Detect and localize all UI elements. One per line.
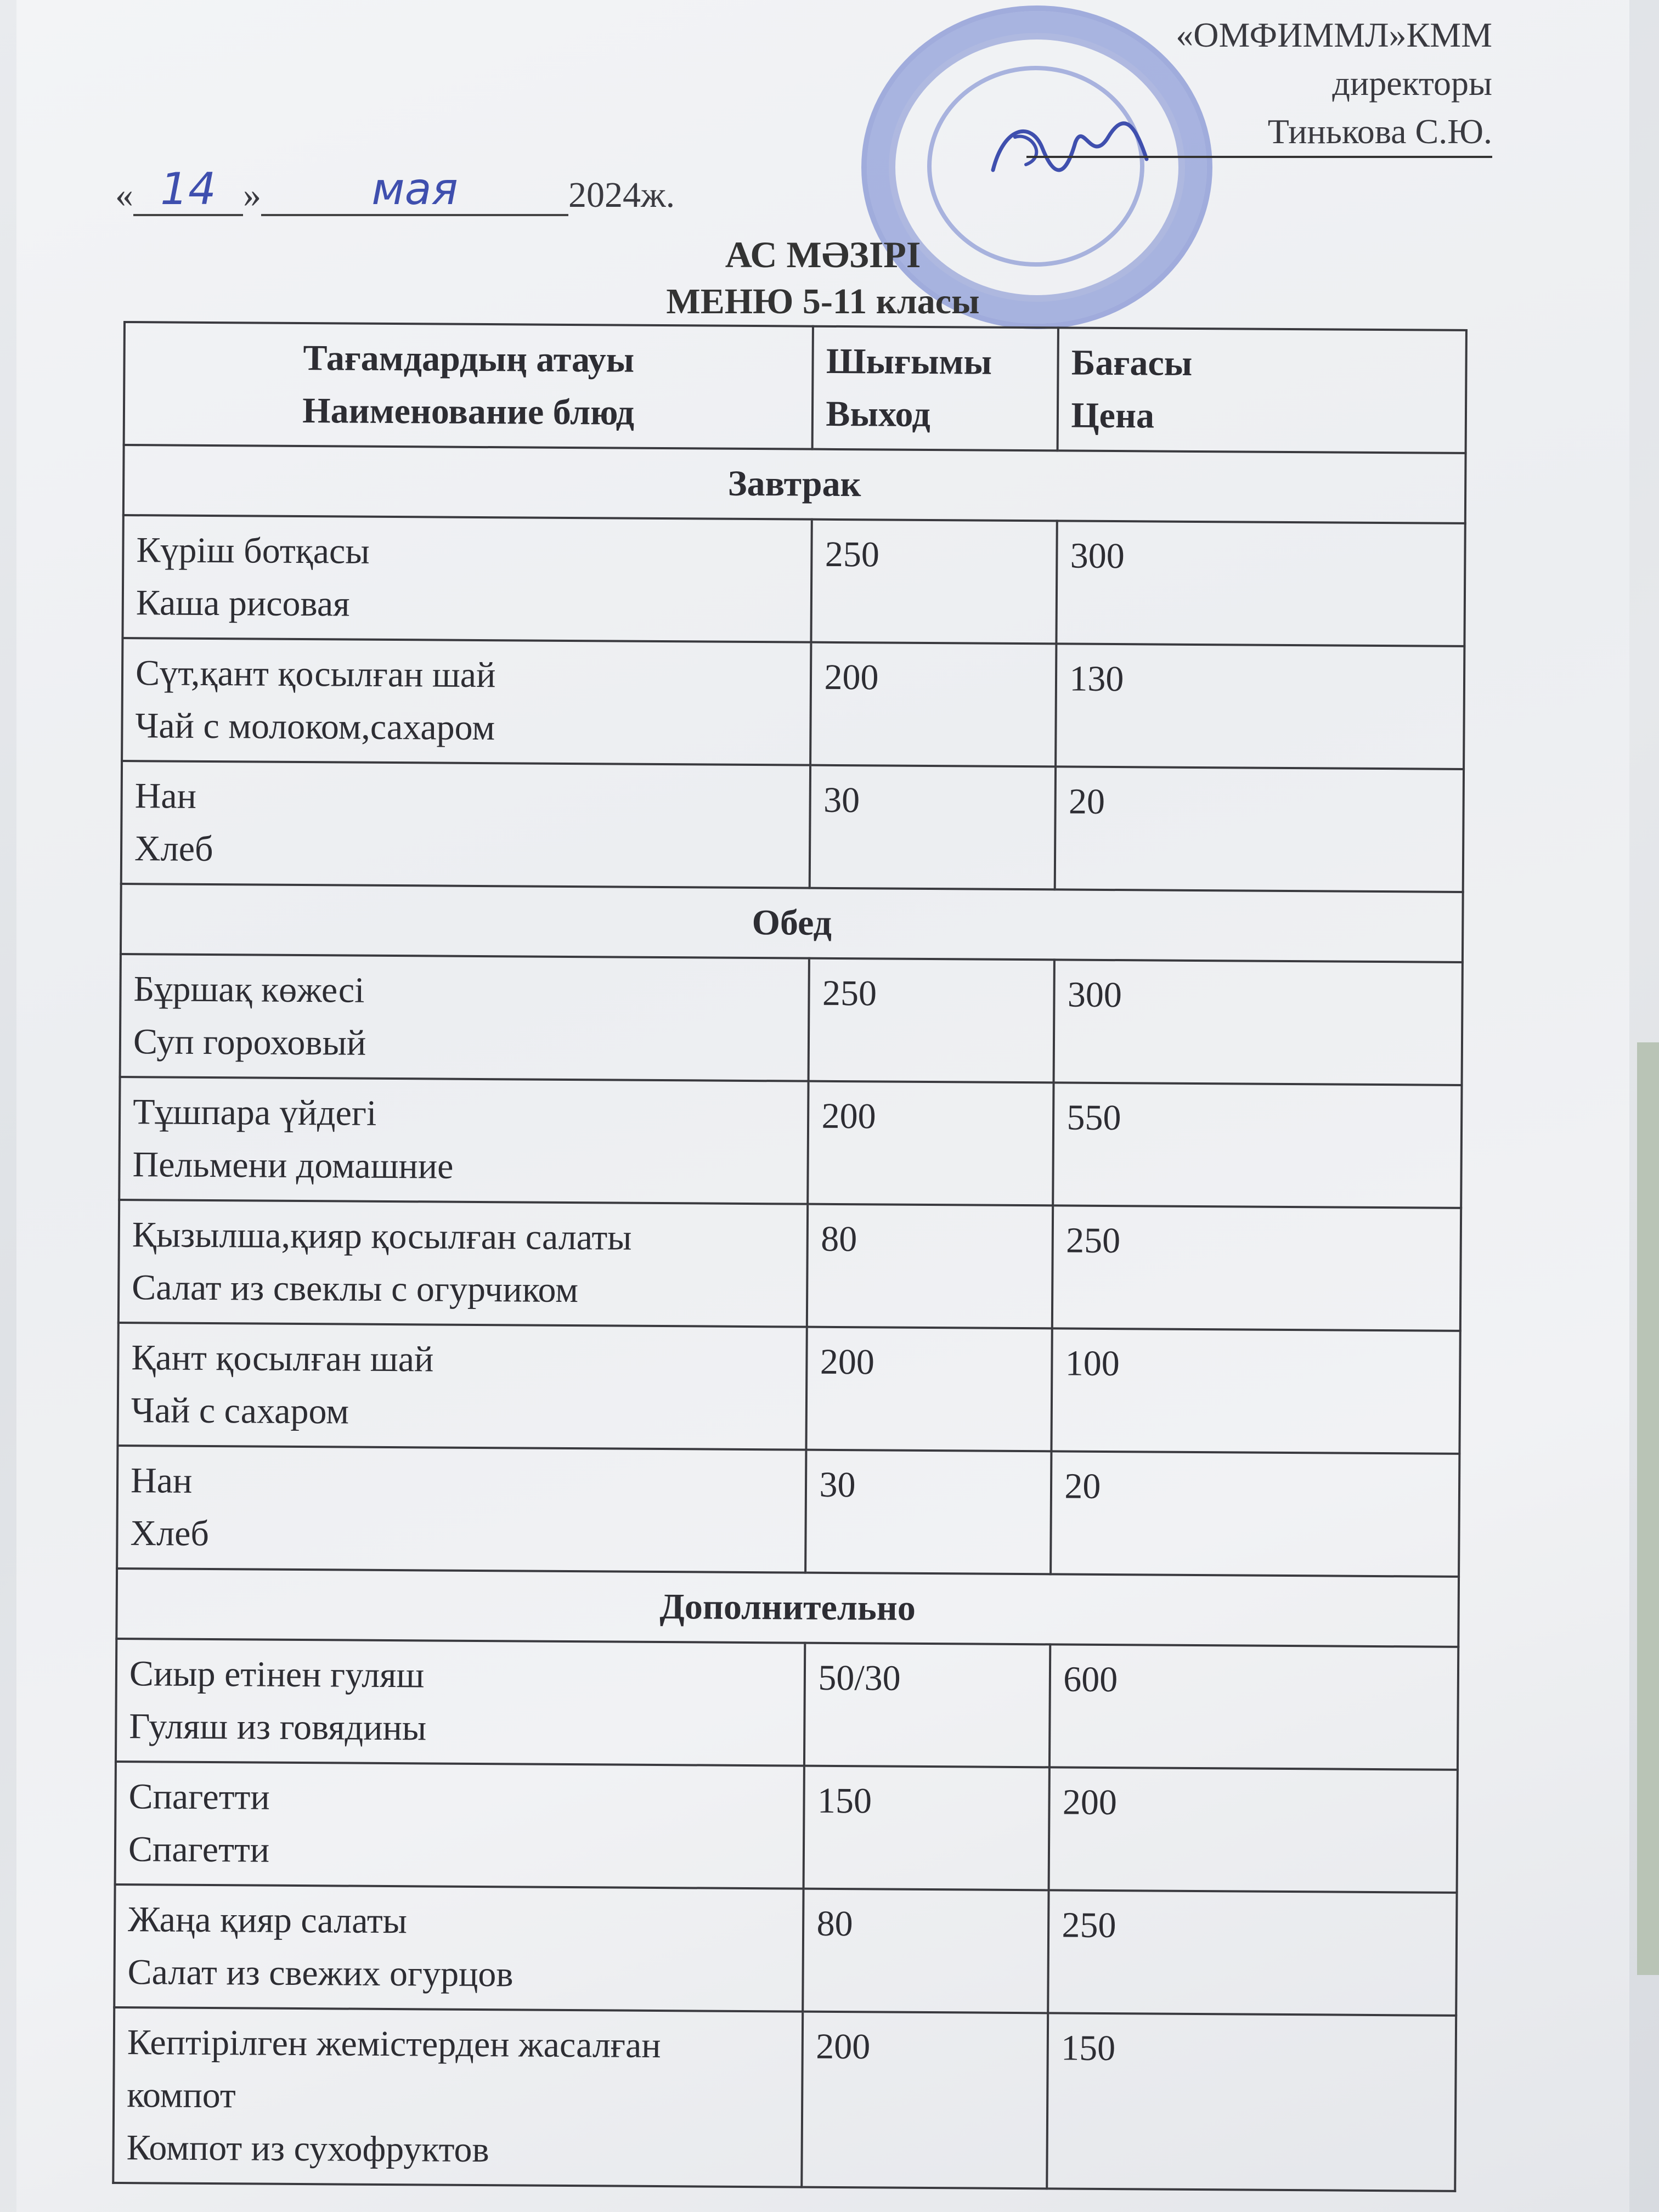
menu-title-ru: МЕНЮ 5-11 класы	[666, 281, 980, 321]
background-edge	[1637, 1042, 1659, 1975]
table-row	[119, 1077, 1462, 1208]
header-price	[1058, 328, 1466, 453]
table-row	[121, 761, 1464, 892]
dish-name	[117, 1446, 806, 1573]
section-title: Обед	[121, 884, 1463, 962]
table-row	[117, 1446, 1459, 1577]
approval-block	[1026, 11, 1492, 158]
dish-output: 80	[803, 1889, 1049, 2013]
dish-name-line: Нан	[130, 1460, 193, 1501]
director-position: директоры	[1332, 64, 1492, 103]
dish-name-line: Хлеб	[130, 1513, 210, 1554]
dish-price: 300	[1057, 521, 1465, 646]
dish-name	[119, 1077, 809, 1204]
dish-output: 200	[806, 1327, 1052, 1452]
dish-name-line: Хлеб	[134, 828, 213, 870]
table-row	[120, 954, 1463, 1085]
dish-name-line: компот	[127, 2075, 236, 2116]
dish-name-line: Спагетти	[128, 1776, 270, 1818]
dish-name-line: Қызылша,қияр қосылған салаты	[132, 1215, 632, 1258]
section-title: Завтрак	[123, 445, 1466, 523]
dish-name-line: Салат из свеклы с огурчиком	[132, 1267, 579, 1311]
date-day: 14	[133, 165, 243, 216]
dish-name	[119, 1200, 808, 1327]
dish-price: 150	[1047, 2013, 1457, 2191]
dish-output: 200	[811, 642, 1057, 767]
menu-sheet	[16, 0, 1629, 2212]
approval-date	[115, 165, 675, 216]
dish-name	[121, 761, 811, 888]
dish-name-line: Тұшпара үйдегі	[132, 1092, 377, 1133]
date-open-quote: «	[115, 175, 133, 215]
dish-name-line: Сүт,қант қосылған шай	[135, 653, 496, 696]
dish-name	[122, 638, 811, 765]
date-year: 2024ж.	[568, 175, 675, 215]
dish-name	[114, 1884, 804, 2012]
header-dish-name-ru: Наименование блюд	[302, 390, 635, 433]
dish-name-line: Пельмени домашние	[132, 1144, 454, 1187]
date-month: мая	[261, 165, 568, 216]
header-output-kz: Шығымы	[826, 341, 992, 382]
dish-name-line: Жаңа қияр салаты	[127, 1899, 408, 1942]
section-row	[116, 1568, 1459, 1647]
dish-output: 50/30	[804, 1643, 1050, 1768]
dish-name-line: Салат из свежих огурцов	[127, 1952, 514, 1995]
dish-price: 100	[1052, 1328, 1460, 1454]
dish-price: 130	[1056, 644, 1464, 769]
dish-name-line: Чай с молоком,сахаром	[135, 706, 495, 748]
org-name: «ОМФИММЛ»КММ	[1176, 15, 1492, 54]
section-title: Дополнительно	[116, 1568, 1459, 1647]
table-row	[114, 1884, 1457, 2016]
table-row	[122, 515, 1465, 646]
header-dish-name	[124, 322, 814, 449]
dish-name-line: Гуляш из говядины	[129, 1706, 427, 1748]
table-row	[122, 638, 1464, 769]
dish-name-line: Каша рисовая	[136, 583, 350, 624]
dish-name-line: Спагетти	[128, 1829, 270, 1870]
dish-output: 250	[809, 958, 1054, 1083]
dish-price: 200	[1049, 1767, 1458, 1893]
dish-output: 30	[810, 765, 1056, 890]
header-output	[812, 326, 1058, 451]
dish-price: 250	[1052, 1205, 1461, 1331]
dish-name-line: Кептірілген жемістерден жасалған	[127, 2022, 661, 2066]
director-name: Тинькова С.Ю.	[1026, 108, 1492, 158]
dish-price: 550	[1053, 1082, 1462, 1208]
dish-name	[120, 954, 810, 1081]
dish-output: 80	[807, 1204, 1053, 1329]
dish-name-line: Суп гороховый	[133, 1022, 366, 1063]
dish-name-line: Бұршақ көжесі	[133, 969, 365, 1011]
dish-name-line: Чай с сахаром	[131, 1390, 349, 1432]
table-row	[115, 1762, 1458, 1893]
dish-name	[115, 1762, 805, 1889]
dish-price: 20	[1055, 766, 1464, 892]
dish-name	[116, 1639, 805, 1766]
dish-name	[117, 1323, 807, 1450]
header-output-ru: Выход	[826, 393, 931, 435]
dish-price: 600	[1049, 1644, 1458, 1770]
dish-name-line: Нан	[134, 776, 197, 816]
dish-output: 200	[808, 1081, 1054, 1206]
dish-name-line: Күріш ботқасы	[136, 530, 370, 572]
dish-output: 200	[802, 2012, 1048, 2189]
dish-name-line: Қант қосылған шай	[131, 1338, 434, 1380]
dish-name-line: Компот из сухофруктов	[126, 2128, 489, 2170]
table-row	[116, 1639, 1458, 1770]
menu-table-body	[113, 445, 1465, 2191]
table-row	[117, 1323, 1460, 1454]
dish-name	[122, 515, 812, 642]
dish-output: 30	[806, 1450, 1052, 1575]
dish-name	[113, 2007, 803, 2187]
dish-price: 250	[1048, 1890, 1457, 2016]
header-dish-name-kz: Тағамдардың атауы	[303, 338, 635, 380]
date-close-quote: »	[243, 175, 261, 215]
menu-title-kz: АС МӘЗІРІ	[725, 234, 921, 275]
table-row	[113, 2007, 1456, 2191]
dish-price: 300	[1054, 960, 1463, 1085]
dish-name-line: Сиыр етінен гуляш	[129, 1654, 425, 1696]
table-row	[119, 1200, 1461, 1331]
menu-table	[112, 321, 1468, 2192]
table-header-row	[124, 322, 1466, 453]
header-price-kz: Бағасы	[1071, 342, 1193, 383]
dish-output: 150	[804, 1766, 1049, 1891]
section-row	[123, 445, 1466, 523]
dish-price: 20	[1051, 1451, 1459, 1577]
header-price-ru: Цена	[1071, 395, 1155, 436]
dish-output: 250	[811, 520, 1057, 644]
section-row	[121, 884, 1463, 962]
